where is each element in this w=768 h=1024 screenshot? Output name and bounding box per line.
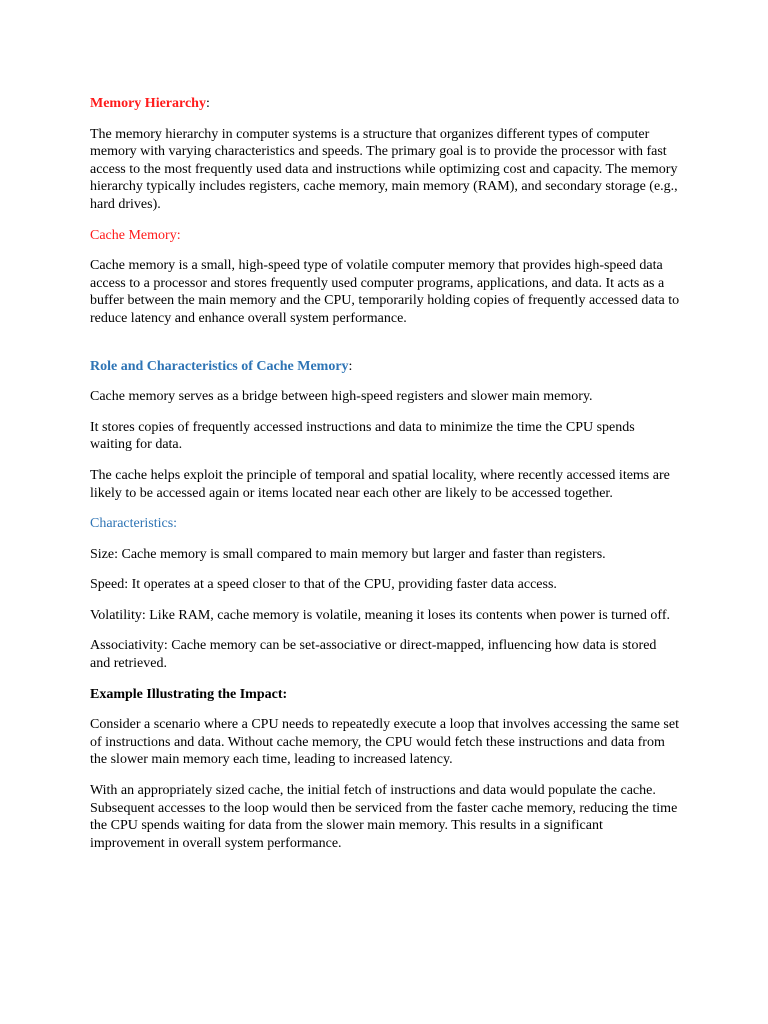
role-title: Role and Characteristics of Cache Memory [90,358,349,374]
cache-memory-paragraph: Cache memory is a small, high-speed type of volatile computer memory that provides high-speed data access to a processor and stores frequently used computer programs, applications, and data. It acts as a buffer between the main memory and the CPU, temporarily holding copies of frequently accessed data to reduce latency and enhance overall system performance. [90,258,680,326]
cache-memory-heading: Cache Memory: [90,227,181,243]
characteristics-heading: Characteristics: [90,516,178,532]
role-paragraph-2: It stores copies of frequently accessed instructions and data to minimize the time the CPU spends waiting for data. [90,419,635,453]
characteristic-size: Size: Cache memory is small compared to main memory but larger and faster than registers. [90,546,606,562]
characteristic-speed: Speed: It operates at a speed closer to that of the CPU, providing faster data access. [90,577,557,593]
characteristic-volatility: Volatility: Like RAM, cache memory is volatile, meaning it loses its contents when power is turned off. [90,607,670,623]
memory-hierarchy-colon: : [205,96,210,111]
characteristic-associativity: Associativity: Cache memory can be set-associative or direct-mapped, influencing how data is stored and retrieved. [90,638,657,672]
memory-hierarchy-paragraph: The memory hierarchy in computer systems is a structure that organizes different types of computer memory with varying characteristics and speeds. The primary goal is to provide the processor with fast access to the most frequently used data and instructions while optimizing cost and capacity. The memory hierarchy typically includes registers, cache memory, main memory (RAM), and secondary storage (e.g., hard drives). [90,126,678,212]
example-heading: Example Illustrating the Impact: [90,686,288,702]
memory-hierarchy-heading [90,95,680,113]
role-paragraph-1: Cache memory serves as a bridge between high-speed registers and slower main memory. [90,389,593,405]
example-paragraph-1: Consider a scenario where a CPU needs to repeatedly execute a loop that involves accessing the same set of instructions and data. Without cache memory, the CPU would fetch these instructions and data from the slower main memory each time, leading to increased latency. [90,717,679,768]
example-paragraph-2: With an appropriately sized cache, the initial fetch of instructions and data would populate the cache. Subsequent accesses to the loop would then be serviced from the faster cache memory, reducing the time the CPU spends waiting for data from the slower main memory. This results in a significant improvement in overall system performance. [90,783,678,851]
document-page [90,95,680,865]
role-heading [90,358,680,376]
memory-hierarchy-title: Memory Hierarchy [90,96,206,111]
role-paragraph-3: The cache helps exploit the principle of temporal and spatial locality, where recently accessed items are likely to be accessed again or items located near each other are likely to be accessed together. [90,467,670,501]
role-colon: : [348,358,353,374]
